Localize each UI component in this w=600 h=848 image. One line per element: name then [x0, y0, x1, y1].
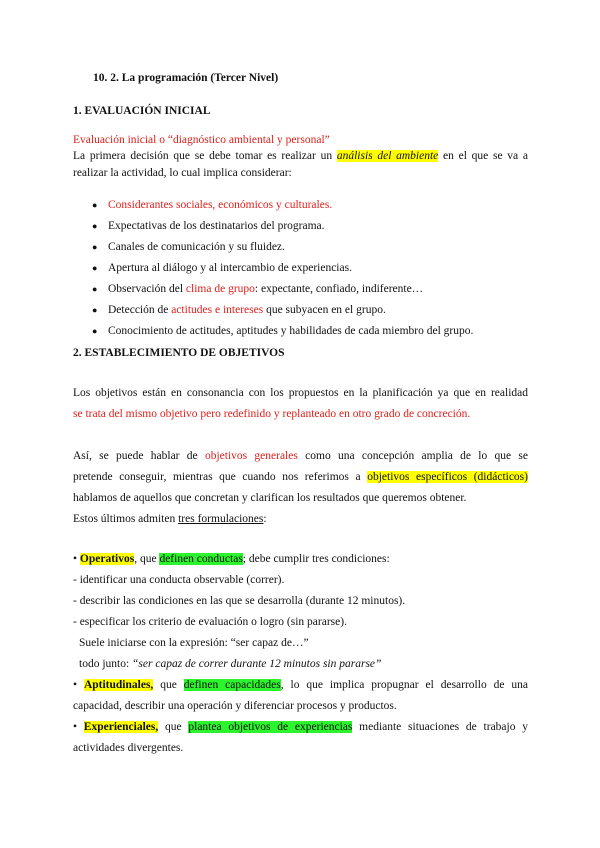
experienciales-line2: actividades divergentes. — [73, 742, 184, 754]
operativos-heading: • Operativos, que definen conductas; debe cumplir tres condiciones: — [73, 553, 390, 565]
section2-p2-line1: Así, se puede hablar de objetivos generales como una concepción amplia de lo que se — [73, 450, 528, 462]
bullet-dot: ● — [92, 263, 98, 273]
section2-p1-line2: se trata del mismo objetivo pero redefinido y replanteado en otro grado de concreción. — [73, 408, 471, 420]
section2-p2-line3: hablamos de aquellos que concretan y clarifican los resultados que queremos obtener. — [73, 492, 467, 504]
list-item: Expectativas de los destinatarios del programa. — [108, 220, 325, 232]
section2-p1-line1: Los objetivos están en consonancia con los propuestos en la planificación ya que en realidad — [73, 387, 528, 399]
aptitudinales-line2: capacidad, describir una operación y diferenciar procesos y productos. — [73, 700, 397, 712]
bullet-dot: ● — [92, 326, 98, 336]
bullet-dot: ● — [92, 242, 98, 252]
bullet-dot: ● — [92, 221, 98, 231]
bullet-dot: ● — [92, 200, 98, 210]
bullet-dot: ● — [92, 284, 98, 294]
operativos-line1: - identificar una conducta observable (correr). — [73, 574, 285, 586]
operativos-line4: Suele iniciarse con la expresión: “ser capaz de…” — [79, 637, 309, 649]
list-item: Conocimiento de actitudes, aptitudes y habilidades de cada miembro del grupo. — [108, 325, 474, 337]
experienciales-line1: • Experienciales, que plantea objetivos de experiencias mediante situaciones de trabajo y — [73, 721, 528, 733]
section1-subtitle: Evaluación inicial o “diagnóstico ambiental y personal” — [73, 134, 330, 146]
highlight-analisis: análisis del ambiente — [336, 150, 439, 162]
bullet-dot: ● — [92, 305, 98, 315]
operativos-line2: - describir las condiciones en las que se desarrolla (durante 12 minutos). — [73, 595, 406, 607]
operativos-line5: todo junto: “ser capaz de correr durante 12 minutos sin pararse” — [79, 658, 382, 670]
highlight-definen-capacidades: definen capacidades — [183, 679, 281, 691]
list-item: Detección de actitudes e intereses que subyacen en el grupo. — [108, 304, 386, 316]
section2-p2-line2: pretende conseguir, mientras que cuando nos referimos a objetivos específicos (didácticos) — [73, 471, 528, 483]
section2-p3: Estos últimos admiten tres formulaciones: — [73, 513, 267, 525]
list-item: Considerantes sociales, económicos y culturales. — [108, 199, 333, 211]
aptitudinales-line1: • Aptitudinales, que definen capacidades, lo que implica propugnar el desarrollo de una — [73, 679, 528, 691]
list-item: Apertura al diálogo y al intercambio de experiencias. — [108, 262, 352, 274]
section1-title: 1. EVALUACIÓN INICIAL — [73, 105, 211, 117]
list-item: Observación del clima de grupo: expectante, confiado, indiferente… — [108, 283, 424, 295]
page-heading: 10. 2. La programación (Tercer Nivel) — [93, 72, 279, 84]
list-item: Canales de comunicación y su fluidez. — [108, 241, 285, 253]
operativos-line3: - especificar los criterio de evaluación o logro (sin pararse). — [73, 616, 347, 628]
section1-intro-line2: realizar la actividad, lo cual implica considerar: — [73, 167, 292, 179]
highlight-definen-conductas: definen conductas — [159, 553, 243, 565]
highlight-plantea-objetivos: plantea objetivos de experiencias — [188, 721, 353, 733]
section2-title: 2. ESTABLECIMIENTO DE OBJETIVOS — [73, 347, 285, 359]
highlight-objetivos-especificos: objetivos específicos (didácticos) — [367, 471, 528, 483]
section1-intro-line1: La primera decisión que se debe tomar es realizar un análisis del ambiente en el que se va a — [73, 150, 528, 162]
